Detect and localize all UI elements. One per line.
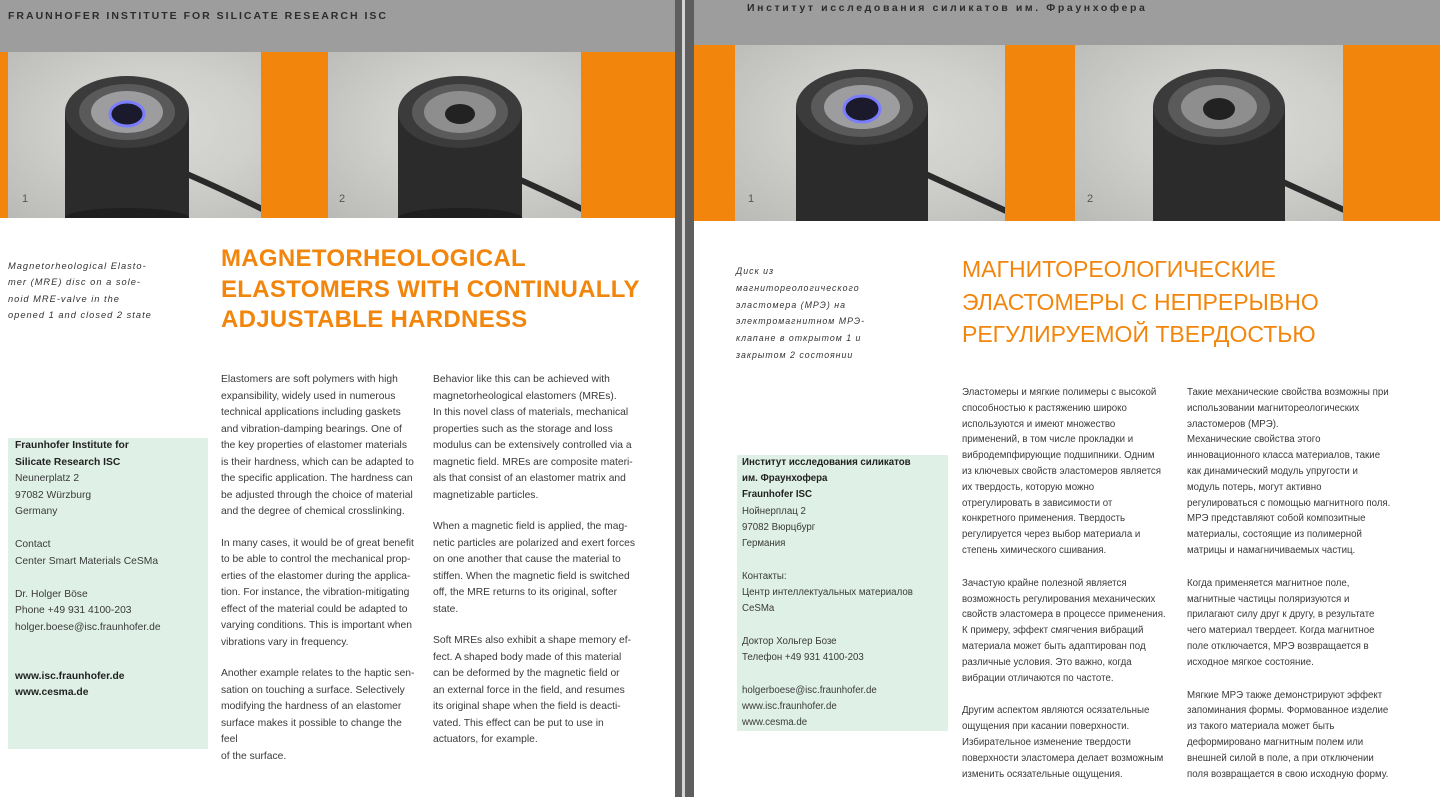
english-page <box>0 0 675 797</box>
article-title: MAGNETORHEOLOGICAL ELASTOMERS WITH CONTINUALLY ADJUSTABLE HARDNESS <box>221 245 640 333</box>
contact-street: Neunerplatz 2 <box>15 473 80 484</box>
header-bar <box>0 0 675 52</box>
paragraph: Behavior like this can be achieved with magnetorheological elastomers (MREs). In this novel class of materials, mechanical properties such as the storage and loss modulus can be extensively controlled via a magnetic field. MREs are composite materi- als that consist of an elastomer matrix and magnetizable particles. <box>433 374 633 501</box>
contact-website-1[interactable]: www.isc.fraunhofer.de <box>742 700 837 712</box>
contact-center: Center Smart Materials CeSMa <box>15 555 159 567</box>
photo-open-valve <box>8 52 261 218</box>
paragraph: Эластомеры и мягкие полимеры с высокой способностью к растяжению широко используются и имеют множество применений, в том числе прокладки и вибродемпфирующие подшипники. Одним из ключевых свойств эластомеров является их твердость, которую можно отрегулировать в зависимости от конкретного применения. Твердость регулируется через выбор материала и степень химического сшивания. <box>962 387 1162 556</box>
contact-city: 97082 Вюрцбург <box>742 521 816 533</box>
paragraph: Soft MREs also exhibit a shape memory ef- fect. A shaped body made of this material can be deformed by the magnetic field or an external force in the field, and resumes its original shape when the field is deacti- vated. This effect can be put to use in actuators, for example. <box>433 635 632 745</box>
paragraph: Такие механические свойства возможны при использовании магнитореологических эластомеров (МРЭ). Механические свойства этого инновационного класса материалов, такие как динамический модуль упругости и модуль потерь, могут активно регулироваться с помощью магнитного поля. МРЭ представляют собой композитные материалы, состоящие из полимерной матрицы и намагничиваемых частиц. <box>1187 387 1391 556</box>
contact-website-2[interactable]: www.cesma.de <box>15 687 89 698</box>
paragraph: Другим аспектом являются осязательные ощущения при касании поверхности. Избирательное изменение твердости поверхности эластомера делает возможным изменить осязательные ощущения. <box>962 705 1164 780</box>
contact-org-line1: Институт исследования силикатов <box>742 457 911 468</box>
text-column-2 <box>1187 385 1437 797</box>
contact-org-line2: им. Фраунхофера <box>742 473 828 485</box>
contact-phone: Phone +49 931 4100-203 <box>15 605 132 616</box>
contact-box <box>737 455 948 731</box>
photo-open-valve <box>735 45 1005 221</box>
photo-number-2: 2 <box>1087 193 1094 205</box>
contact-center-line1: Центр интеллектуальных материалов <box>742 586 913 598</box>
photo-number-1: 1 <box>748 193 755 205</box>
contact-center-line2: CeSMa <box>742 603 775 615</box>
contact-country: Germany <box>15 506 58 517</box>
header-bar <box>694 0 1440 45</box>
paragraph: Elastomers are soft polymers with high expansibility, widely used in numerous technical applications including gaskets and vibration-damping bearings. One of the key properties of elastomer materials is their hardness, which can be adapted to the specific application. The hardness can be adjusted through the choice of material and the degree of chemical crosslinking. <box>221 374 414 517</box>
paragraph: Мягкие МРЭ также демонстрируют эффект запоминания формы. Формованное изделие из такого материала может быть деформировано магнитным полем или внешней силой в поле, а при отключении поля возвращается в свою исходную форму. <box>1187 689 1389 780</box>
paragraph: Another example relates to the haptic sen- sation on touching a surface. Selectively modifying the hardness of an elastomer surface makes it possible to change the feel of the surface. <box>221 668 415 762</box>
contact-label: Contact <box>15 539 51 550</box>
photo-caption: Magnetorheological Elasto- mer (MRE) disc on a sole- noid MRE-valve in the opened 1 and closed 2 state <box>8 261 152 320</box>
paragraph: Зачастую крайне полезной является возможность регулирования механических свойств эластомера в процессе применения. К примеру, эффект смягчения вибраций материала может быть адаптирован под различные условия. Это важно, когда вибрации отличаются по частоте. <box>962 577 1166 684</box>
text-column-2 <box>433 372 648 764</box>
contact-org-line2: Silicate Research ISC <box>15 456 121 468</box>
photo-closed-valve <box>1075 45 1343 221</box>
contact-org-line3: Fraunhofer ISC <box>742 489 812 501</box>
photo-number-2: 2 <box>339 193 346 205</box>
contact-label: Контакты: <box>742 570 787 582</box>
contact-street: Нойнерплац 2 <box>742 505 806 517</box>
institute-header: Институт исследования силикатов им. Фраунхофера <box>747 2 1148 14</box>
photo-closed-valve <box>328 52 581 218</box>
contact-box <box>8 438 208 749</box>
contact-email[interactable]: holgerboese@isc.fraunhofer.de <box>742 684 877 696</box>
text-column-1 <box>221 372 421 780</box>
russian-page <box>694 0 1440 797</box>
photo-number-1: 1 <box>22 193 29 205</box>
paragraph: When a magnetic field is applied, the mag- netic particles are polarized and exert forces on one another that cause the material to stiffen. When the magnetic field is switched off, the MRE returns to its original, softer state. <box>433 521 636 615</box>
page-gutter-line <box>682 0 685 797</box>
contact-org-line1: Fraunhofer Institute for <box>15 440 129 451</box>
paragraph: Когда применяется магнитное поле, магнитные частицы поляризуются и прилагают силу друг к другу, в результате чего материал твердеет. Когда магнитное поле отключается, МРЭ возвращается в исходное мягкое состояние. <box>1187 577 1375 668</box>
contact-person: Dr. Holger Böse <box>15 588 88 600</box>
contact-website-2[interactable]: www.cesma.de <box>742 717 808 729</box>
contact-city: 97082 Würzburg <box>15 489 92 501</box>
contact-website-1[interactable]: www.isc.fraunhofer.de <box>15 670 125 682</box>
contact-email[interactable]: holger.boese@isc.fraunhofer.de <box>15 621 161 633</box>
photo-strip <box>0 52 675 218</box>
contact-person: Доктор Хольгер Бозе <box>742 635 837 647</box>
photo-strip <box>694 45 1440 221</box>
photo-caption: Диск из магнитореологического эластомера (МРЭ) на электромагнитном МРЭ- клапане в открытом 1 и закрытом 2 состоянии <box>736 266 866 360</box>
text-column-1 <box>962 385 1184 797</box>
contact-phone: Телефон +49 931 4100-203 <box>742 652 864 664</box>
article-title: МАГНИТОРЕОЛОГИЧЕСКИЕ ЭЛАСТОМЕРЫ С НЕПРЕРЫВНО РЕГУЛИРУЕМОЙ ТВЕРДОСТЬЮ <box>962 256 1319 347</box>
paragraph: In many cases, it would be of great benefit to be able to control the mechanical prop- erties of the elastomer during the applica- tion. For instance, the vibration-mitigating effect of the material could be adapted to varying conditions. This is important when vibrations vary in frequency. <box>221 537 414 648</box>
institute-header: FRAUNHOFER INSTITUTE FOR SILICATE RESEARCH ISC <box>8 10 388 22</box>
contact-country: Германия <box>742 538 786 550</box>
